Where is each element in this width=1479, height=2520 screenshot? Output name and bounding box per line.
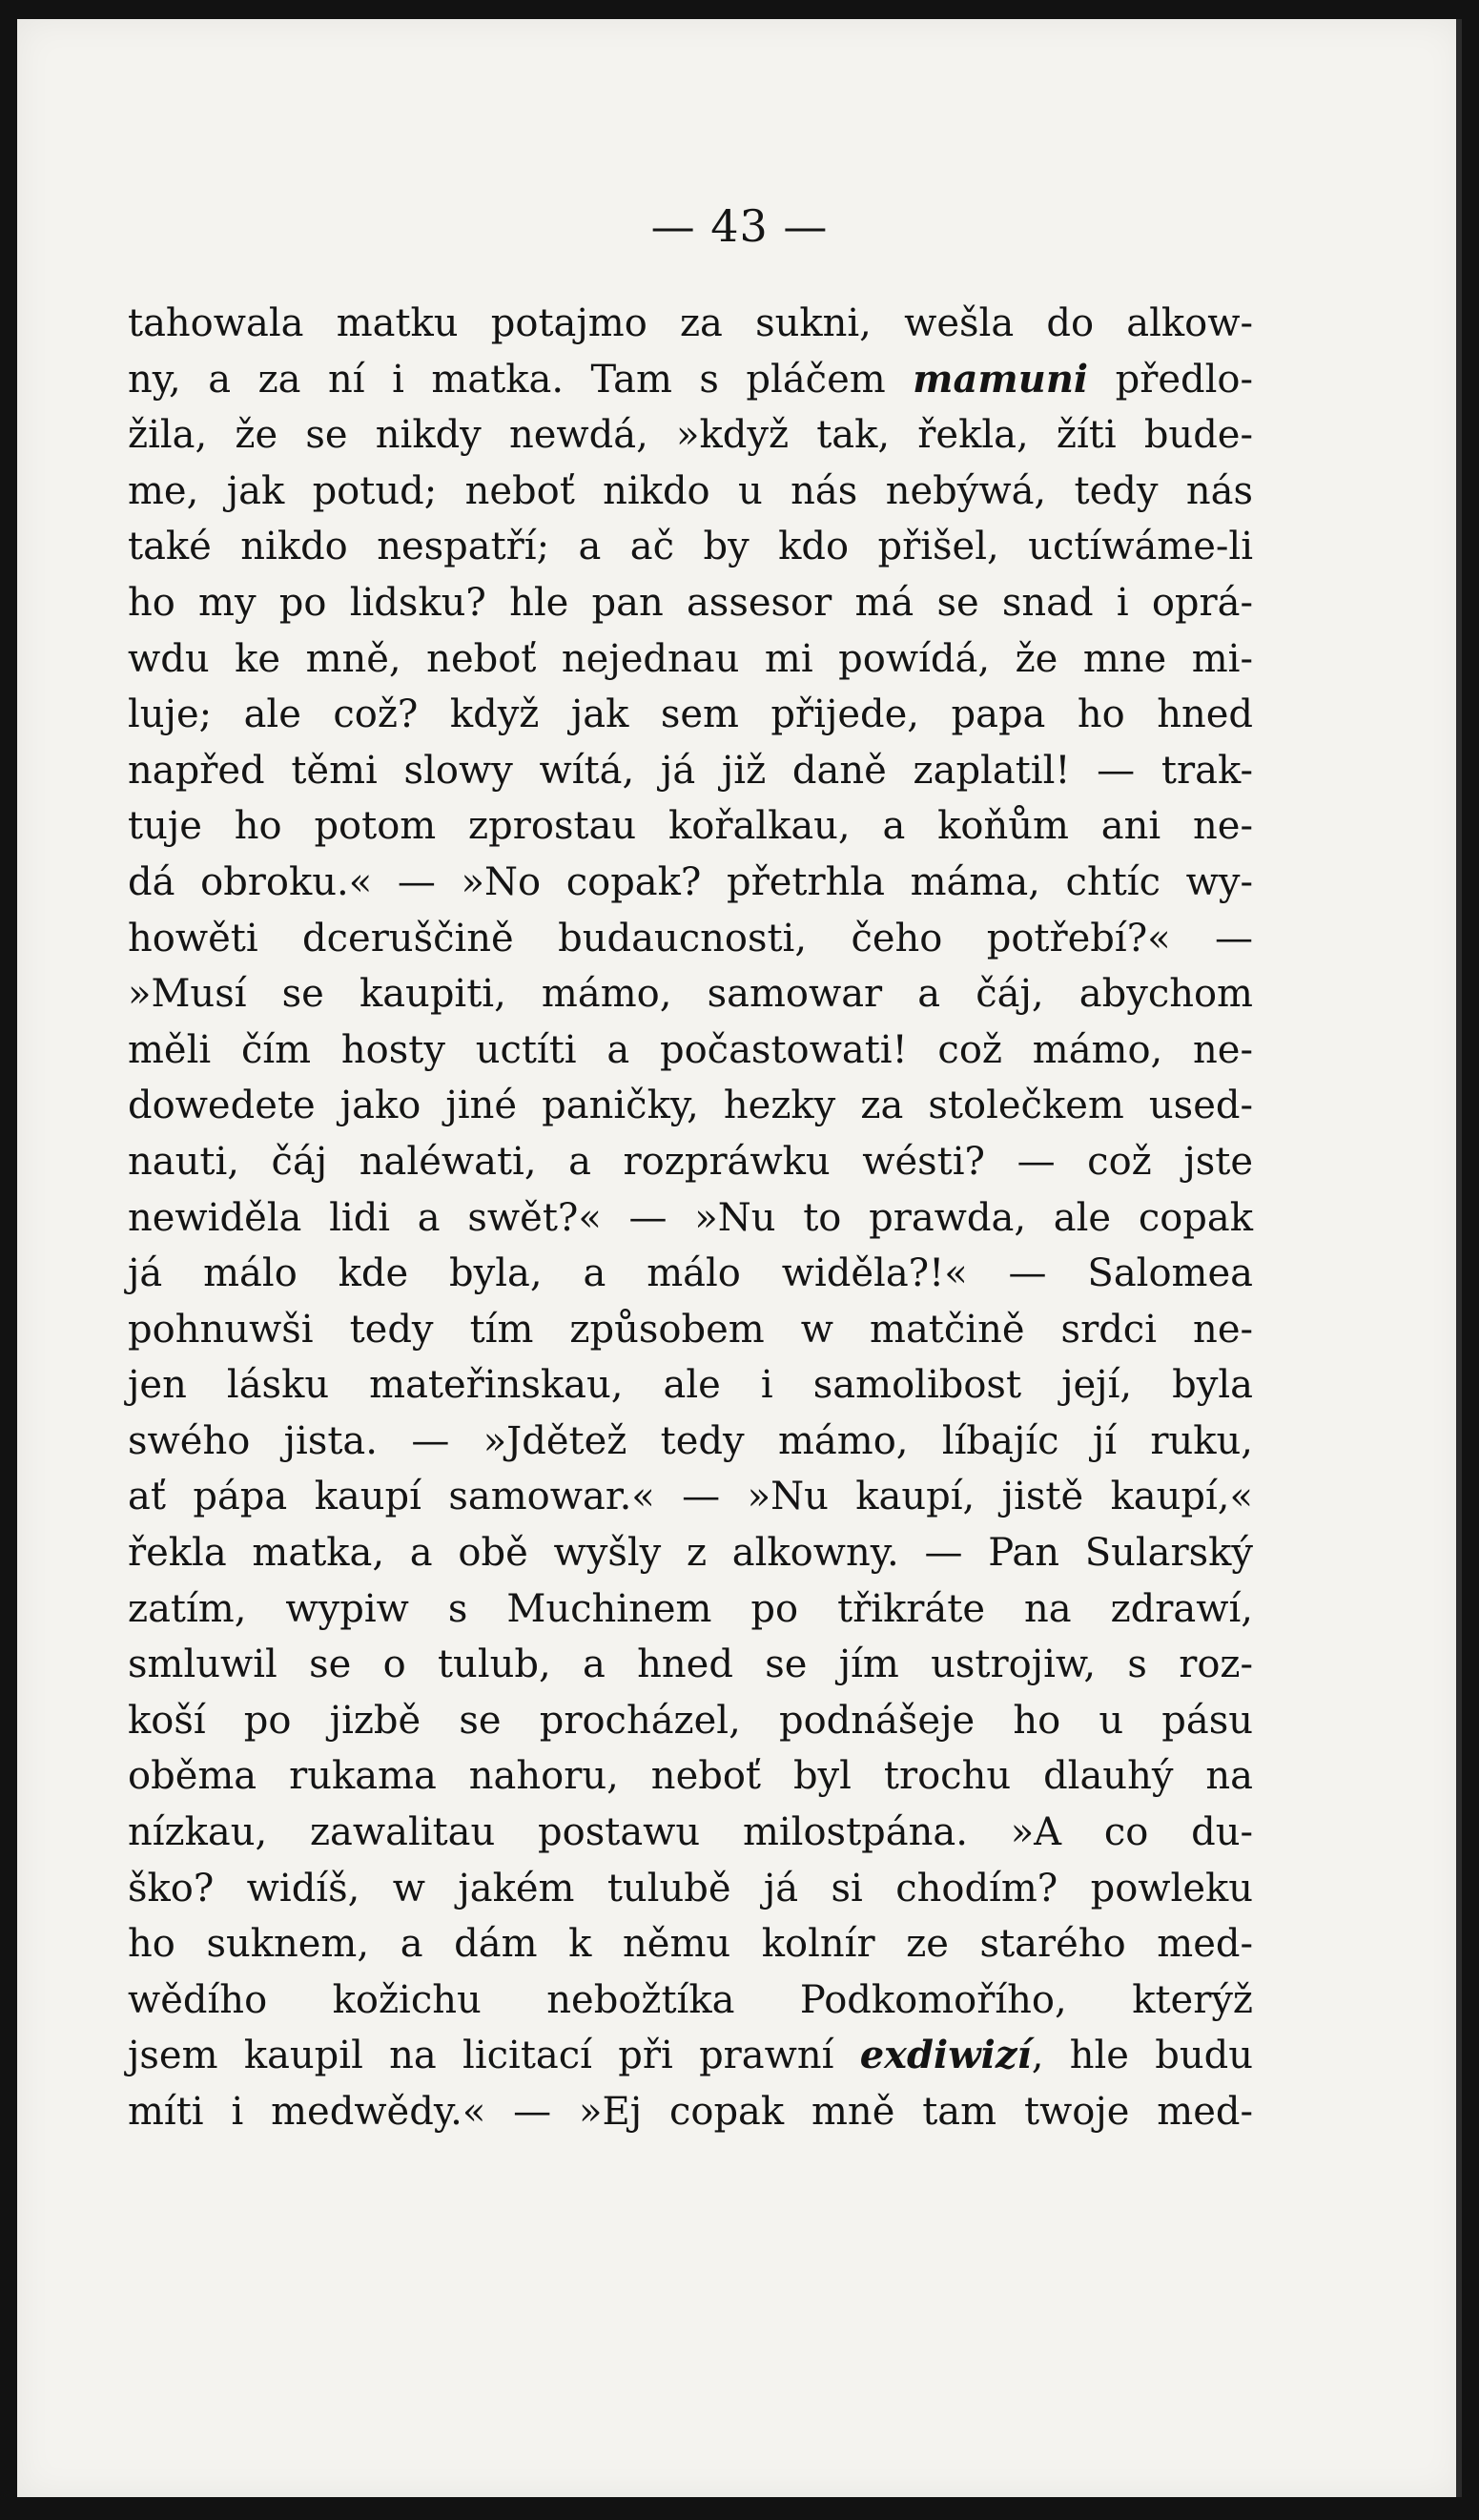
text-line: řekla matka, a obě wyšly z alkowny. — Pan Sularský — [128, 1531, 1253, 1576]
text-line: ho suknem, a dám k němu kolnír ze starého med- — [128, 1922, 1253, 1967]
text-line: jsem kaupil na licitací při prawní exdiwizí, hle budu — [128, 2033, 1253, 2078]
text-line: howěti dceruščině budaucnosti, čeho potřebí?« — — [128, 916, 1253, 960]
text-line: žila, že se nikdy newdá, »když tak, řekla, žíti bude- — [128, 413, 1253, 458]
text-line: tuje ho potom zprostau kořalkau, a koňům ani ne- — [128, 804, 1253, 849]
page-number: — 43 — — [650, 200, 829, 252]
page-edge — [1456, 19, 1462, 2497]
italic-word: mamuni — [913, 356, 1089, 402]
text-line: jen lásku mateřinskau, ale i samolibost její, byla — [128, 1363, 1253, 1408]
text-line: ať pápa kaupí samowar.« — »Nu kaupí, jistě kaupí,« — [128, 1475, 1253, 1519]
text-line: oběma rukama nahoru, neboť byl trochu dlauhý na — [128, 1754, 1253, 1799]
text-line: smluwil se o tulub, a hned se jím ustrojiw, s roz- — [128, 1642, 1253, 1687]
text-line: wdu ke mně, neboť nejednau mi powídá, že mne mi- — [128, 636, 1253, 681]
text-line: míti i medwědy.« — »Ej copak mně tam twoje med- — [128, 2090, 1253, 2134]
text-line: ško? widíš, w jakém tulubě já si chodím? powleku — [128, 1866, 1253, 1911]
text-line: wědího kožichu nebožtíka Podkomořího, kterýž — [128, 1977, 1253, 2022]
text-line: dowedete jako jiné paničky, hezky za stolečkem used- — [128, 1084, 1253, 1128]
text-line: me, jak potud; neboť nikdo u nás nebýwá, tedy nás — [128, 468, 1253, 513]
text-line: měli čím hosty uctíti a počastowati! což mámo, ne- — [128, 1027, 1253, 1072]
text-line: »Musí se kaupiti, mámo, samowar a čáj, abychom — [128, 972, 1253, 1017]
text-line: koší po jizbě se procházel, podnášeje ho u pásu — [128, 1698, 1253, 1743]
text-line: napřed těmi slowy wítá, já již daně zaplatil! — trak- — [128, 748, 1253, 793]
text-line: také nikdo nespatří; a ač by kdo přišel, uctíwáme-li — [128, 525, 1253, 569]
text-line: nízkau, zawalitau postawu milostpána. »A co du- — [128, 1810, 1253, 1855]
text-line: dá obroku.« — »No copak? přetrhla máma, chtíc wy- — [128, 859, 1253, 904]
text-line: swého jista. — »Jdětež tedy mámo, líbajíc jí ruku, — [128, 1418, 1253, 1463]
text-line: ho my po lidsku? hle pan assesor má se snad i oprá- — [128, 580, 1253, 625]
text-line: luje; ale což? když jak sem přijede, papa ho hned — [128, 692, 1253, 737]
text-line: zatím, wypiw s Muchinem po třikráte na zdrawí, — [128, 1586, 1253, 1631]
text-line: tahowala matku potajmo za sukni, wešla do alkow- — [128, 301, 1253, 345]
text-line: newiděla lidi a swět?« — »Nu to prawda, ale copak — [128, 1195, 1253, 1240]
body-text — [128, 296, 1253, 2140]
text-line: ny, a za ní i matka. Tam s pláčem mamuni předlo- — [128, 356, 1254, 402]
text-line: nauti, čáj naléwati, a rozpráwku wésti? — což jste — [128, 1139, 1253, 1184]
italic-word: exdiwizí — [859, 2033, 1032, 2078]
text-line: pohnuwši tedy tím způsobem w matčině srdci ne- — [128, 1307, 1253, 1352]
text-line: já málo kde byla, a málo widěla?!« — Salomea — [128, 1251, 1253, 1296]
